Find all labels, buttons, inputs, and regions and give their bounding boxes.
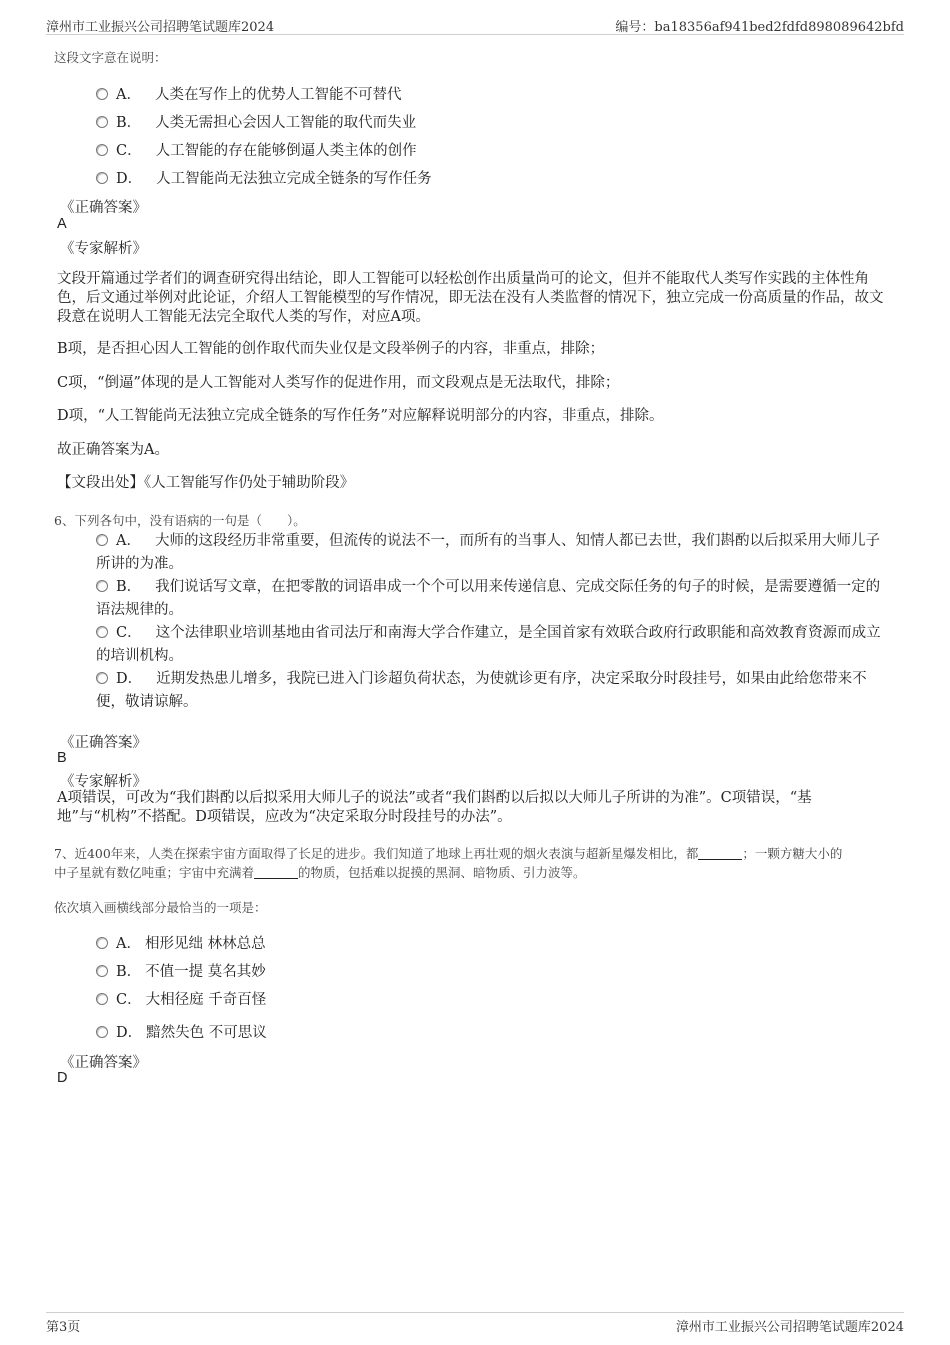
radio-button-icon[interactable] bbox=[96, 672, 108, 684]
radio-button-icon[interactable] bbox=[96, 144, 108, 156]
radio-button-icon[interactable] bbox=[96, 116, 108, 128]
radio-button-icon[interactable] bbox=[96, 534, 108, 546]
analysis-paragraph: C项，“倒逼”体现的是人工智能对人类写作的促进作用，而文段观点是无法取代，排除； bbox=[57, 375, 620, 391]
q7-stem-line-1: 7、近400年来，人类在探索宇宙方面取得了长足的进步。我们知道了地球上再壮观的烟火表演与超新星爆发相比，都 ；一颗方糖大小的 bbox=[54, 846, 843, 861]
analysis-paragraph: D项，“人工智能尚无法独立完成全链条的写作任务”对应解释说明部分的内容，非重点，排除。 bbox=[57, 408, 664, 424]
q6-option-d[interactable]: D． 近期发热患儿增多，我院已进入门诊超负荷状态，为使就诊更有序，决定采取分时段挂号，如果由此给您带来不便，敬请谅解。 bbox=[96, 671, 867, 710]
radio-button-icon[interactable] bbox=[96, 993, 108, 1005]
analysis-label: 《专家解析》 bbox=[60, 774, 147, 790]
page-footer bbox=[46, 1312, 904, 1337]
answer-value: B bbox=[57, 750, 67, 766]
q7-option-d[interactable]: D． 黯然失色 不可思议 bbox=[96, 1021, 267, 1042]
analysis-paragraph: 文段开篇通过学者们的调查研究得出结论，即人工智能可以轻松创作出质量尚可的论文，但并不能取代人类写作实践的主体性角色，后文通过举例对此论证，介绍人工智能模型的写作情况，即无法在没有人类监督的情况下，独立完成一份高质量的作品，故文段意在说明人工智能无法完全取代人类的写作，对应A项。 bbox=[57, 271, 884, 325]
radio-button-icon[interactable] bbox=[96, 1026, 108, 1038]
q5-stem: 这段文字意在说明： bbox=[54, 50, 167, 65]
answer-label: 《正确答案》 bbox=[60, 200, 147, 216]
radio-button-icon[interactable] bbox=[96, 580, 108, 592]
document-code: 编号：ba18356af941bed2fdfd898089642bfd bbox=[615, 20, 904, 35]
analysis-paragraph: B项，是否担心因人工智能的创作取代而失业仅是文段举例子的内容，非重点，排除； bbox=[57, 341, 605, 357]
radio-button-icon[interactable] bbox=[96, 88, 108, 100]
page-header bbox=[46, 14, 904, 35]
radio-button-icon[interactable] bbox=[96, 172, 108, 184]
answer-value: D bbox=[57, 1070, 68, 1086]
q5-option-b[interactable]: B． 人类无需担心会因人工智能的取代而失业 bbox=[96, 111, 416, 132]
fill-blank-1 bbox=[698, 847, 742, 860]
analysis-label: 《专家解析》 bbox=[60, 241, 147, 257]
q6-option-b[interactable]: B． 我们说话写文章，在把零散的词语串成一个个可以用来传递信息、完成交际任务的句子的时候，是需要遵循一定的语法规律的。 bbox=[96, 579, 881, 618]
analysis-paragraph: 故正确答案为A。 bbox=[57, 442, 169, 458]
radio-button-icon[interactable] bbox=[96, 937, 108, 949]
q7-option-b[interactable]: B． 不值一提 莫名其妙 bbox=[96, 960, 266, 981]
answer-label: 《正确答案》 bbox=[60, 1055, 147, 1071]
q7-option-a[interactable]: A． 相形见绌 林林总总 bbox=[96, 932, 266, 953]
header-title: 漳州市工业振兴公司招聘笔试题库2024 bbox=[46, 20, 275, 35]
q7-prompt: 依次填入画横线部分最恰当的一项是： bbox=[54, 900, 267, 915]
q5-option-a[interactable]: A． 人类在写作上的优势人工智能不可替代 bbox=[96, 83, 401, 104]
q5-option-c[interactable]: C． 人工智能的存在能够倒逼人类主体的创作 bbox=[96, 139, 417, 160]
q7-stem-line-2: 中子星就有数亿吨重；宇宙中充满着 的物质，包括难以捉摸的黑洞、暗物质、引力波等。 bbox=[54, 865, 586, 880]
page-number: 第3页 bbox=[46, 1320, 81, 1335]
fill-blank-2 bbox=[254, 866, 298, 879]
radio-button-icon[interactable] bbox=[96, 626, 108, 638]
footer-title: 漳州市工业振兴公司招聘笔试题库2024 bbox=[675, 1320, 904, 1335]
answer-value: A bbox=[57, 216, 67, 232]
q5-option-d[interactable]: D． 人工智能尚无法独立完成全链条的写作任务 bbox=[96, 167, 432, 188]
source-note: 【文段出处】《人工智能写作仍处于辅助阶段》 bbox=[57, 475, 355, 491]
q6-option-c[interactable]: C． 这个法律职业培训基地由省司法厅和南海大学合作建立，是全国首家有效联合政府行政职能和高效教育资源而成立的培训机构。 bbox=[96, 625, 881, 664]
analysis-paragraph: A项错误，可改为“我们斟酌以后拟采用大师儿子的说法”或者“我们斟酌以后拟以大师儿子所讲的为准”。C项错误，“基地”与“机构”不搭配。D项错误，应改为“决定采取分时段挂号的办法”。 bbox=[57, 790, 812, 825]
radio-button-icon[interactable] bbox=[96, 965, 108, 977]
q7-option-c[interactable]: C． 大相径庭 千奇百怪 bbox=[96, 988, 266, 1009]
q6-stem: 6、下列各句中，没有语病的一句是（ ）。 bbox=[54, 513, 306, 528]
q6-option-a[interactable]: A． 大师的这段经历非常重要，但流传的说法不一，而所有的当事人、知情人都已去世，我们斟酌以后拟采用大师儿子所讲的为准。 bbox=[96, 533, 880, 572]
answer-label: 《正确答案》 bbox=[60, 735, 147, 751]
